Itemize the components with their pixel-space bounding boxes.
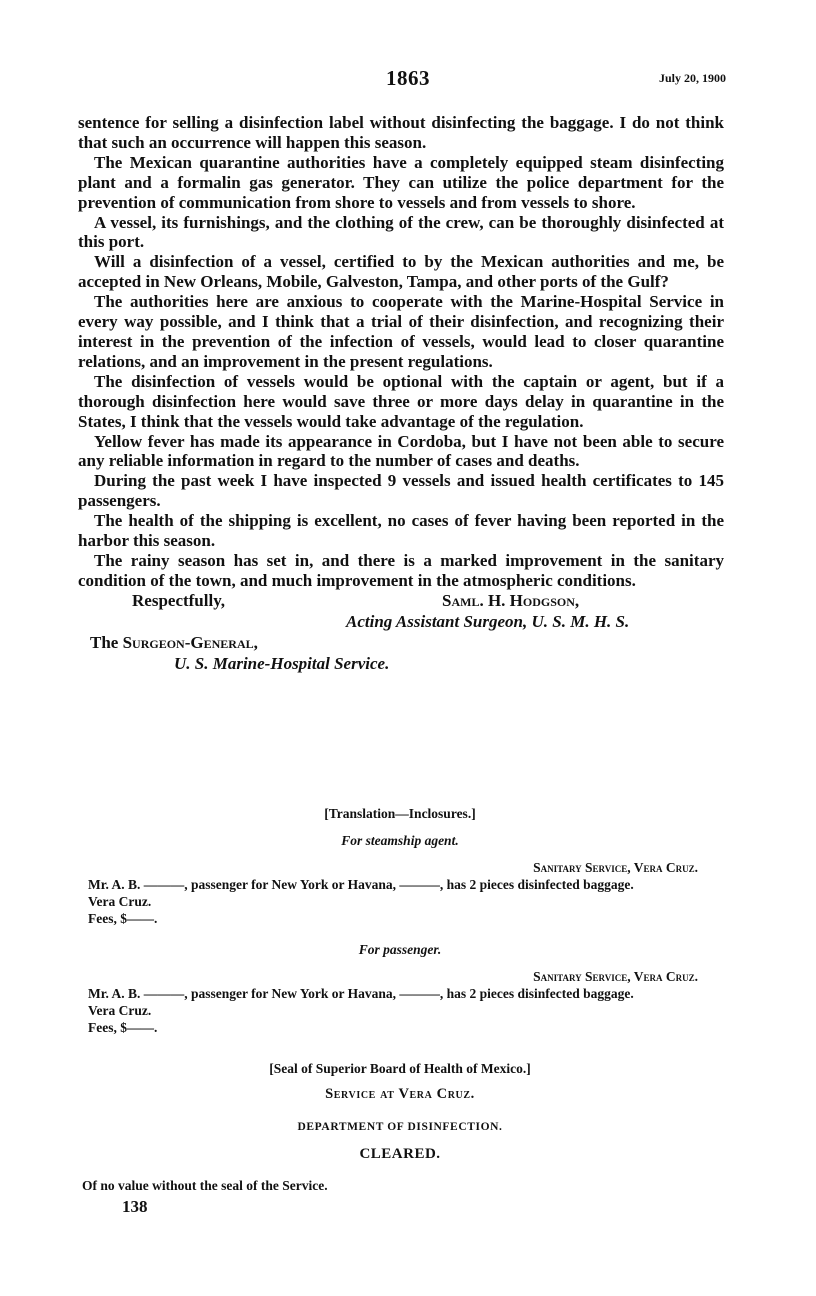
paragraph: Yellow fever has made its appearance in Cordoba, but I have not been able to secure any reliable information in regard to the number of cases and deaths.	[78, 431, 724, 471]
fees: Fees, $——.	[88, 1020, 158, 1035]
paragraph: The rainy season has set in, and there is a marked improvement in the sanitary condition of the town, and much improvement in the atmospheric conditions.	[78, 550, 724, 590]
paragraph: The disinfection of vessels would be optional with the captain or agent, but if a thorough disinfection here would save three or more days delay in quarantine in the States, I think that the vessels would take advantage of the regulation.	[78, 371, 724, 431]
agent-certificate	[70, 859, 730, 927]
department: DEPARTMENT OF DISINFECTION.	[297, 1121, 503, 1133]
paragraph: The Mexican quarantine authorities have a completely equipped steam disinfecting plant and a formalin gas generator. They can utilize the police department for the prevention of communication from shore to vessels and from vessels to shore.	[78, 152, 724, 212]
service-line: Sanitary Service, Vera Cruz.	[533, 860, 698, 875]
ticket-line: Mr. A. B. ———, passenger for New York or Havana, ———, has 2 pieces disinfected baggage.	[88, 877, 634, 892]
footer-number: 138	[122, 1197, 148, 1216]
agent-label: For steamship agent.	[341, 833, 459, 848]
paragraph: A vessel, its furnishings, and the clothing of the crew, can be thoroughly disinfected at this port.	[78, 212, 724, 252]
signer-name: Saml. H. Hodgson,	[442, 590, 580, 610]
addressee-org: U. S. Marine-Hospital Service.	[174, 653, 390, 673]
inclosures-heading: [Translation—Inclosures.]	[324, 806, 476, 821]
paragraph: The authorities here are anxious to cooperate with the Marine-Hospital Service in every way possible, and I think that a trial of their disinfection, and recognizing their interest in the prevention of the infection of vessels, would lead to closer quarantine relations, and an improvement in the present regulations.	[78, 292, 724, 371]
passenger-certificate	[70, 968, 730, 1036]
addressee-org-line	[78, 654, 724, 675]
page-date: July 20, 1900	[658, 71, 726, 85]
fees: Fees, $——.	[88, 911, 158, 926]
signer-title: Acting Assistant Surgeon, U. S. M. H. S.	[346, 611, 630, 631]
seal-caption: [Seal of Superior Board of Health of Mexico.]	[269, 1061, 531, 1076]
service-line: Sanitary Service, Vera Cruz.	[533, 969, 698, 984]
paragraph: The health of the shipping is excellent, no cases of fever having been reported in the harbor this season.	[78, 511, 724, 551]
report-body	[78, 113, 724, 675]
service-at: Service at Vera Cruz.	[325, 1086, 475, 1102]
closing: Respectfully,	[132, 590, 226, 610]
ticket-line: Mr. A. B. ———, passenger for New York or Havana, ———, has 2 pieces disinfected baggage.	[88, 986, 634, 1001]
signer-title-line	[78, 612, 724, 633]
addressee-name: Surgeon-General,	[122, 632, 258, 652]
paragraph: sentence for selling a disinfection label without disinfecting the baggage. I do not think that such an occurrence will happen this season.	[78, 113, 724, 152]
passenger-label: For passenger.	[358, 942, 442, 957]
place: Vera Cruz.	[88, 1003, 152, 1018]
addressee	[90, 633, 258, 653]
place: Vera Cruz.	[88, 894, 152, 909]
signature-line	[78, 591, 724, 612]
validity-note: Of no value without the seal of the Service.	[82, 1178, 328, 1193]
addressee-line	[78, 633, 724, 654]
page-number: 1863	[386, 66, 430, 90]
cleared-stamp: CLEARED.	[359, 1146, 441, 1162]
paragraph: During the past week I have inspected 9 vessels and issued health certificates to 145 passengers.	[78, 471, 724, 511]
page-header	[0, 66, 816, 90]
addressee-prefix: The	[90, 632, 119, 652]
paragraph: Will a disinfection of a vessel, certified to by the Mexican authorities and me, be accepted in New Orleans, Mobile, Galveston, Tampa, and other ports of the Gulf?	[78, 252, 724, 292]
